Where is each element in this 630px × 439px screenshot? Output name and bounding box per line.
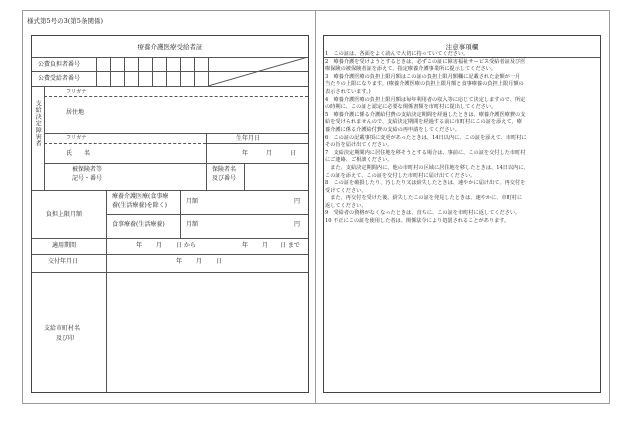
- birth-unit-year: 年: [242, 150, 249, 157]
- medical-label-line1: 療養介護医療(食事療: [112, 193, 169, 200]
- note-line: 1 この証は、各面をよく読んで大切に持っていてください。: [325, 51, 469, 57]
- medical-yen-label: 円: [294, 198, 301, 205]
- name-label: 氏 名: [66, 150, 91, 157]
- meal-label: 食事療養(生活療養): [112, 221, 165, 228]
- issue-unit-day: 日: [216, 258, 223, 265]
- certificate-table: [31, 35, 309, 393]
- insurer-name-label-line1: 保険者名: [212, 166, 237, 173]
- notes-list: [325, 51, 603, 226]
- note-line: 10 不正にこの証を使用した者は、関係法令により処罰されることがあります。: [325, 218, 510, 225]
- insured-label-line1: 被保険者等: [72, 166, 103, 173]
- issue-unit-month: 月: [196, 258, 203, 265]
- period-start-year: 年: [136, 242, 143, 249]
- meal-yen-label: 円: [294, 221, 301, 228]
- furigana-label: フリガナ: [66, 89, 87, 95]
- meal-monthly-label: 月額: [186, 221, 199, 228]
- period-start-month: 月: [156, 242, 163, 249]
- insurer-number-label: 公費負担者番号: [38, 61, 81, 68]
- note-line: 7 支給決定期間内に居住地を移そうとする場合は、事前に、この証を交付した市町村: [325, 149, 526, 156]
- note-line: にご連絡、ご相談ください。: [325, 157, 393, 164]
- note-line: 給を受けられませんので、支給決定期間を経過する前に市町村にこの証を添えて、療: [325, 119, 522, 126]
- birth-label: 生年月日: [236, 135, 261, 142]
- note-line: また、再交付を受けた後、紛失したこの証を発見したときは、速やかに、市町村に: [325, 195, 523, 202]
- notes-title: 注意事項欄: [445, 43, 479, 51]
- issue-label: 交付年月日: [48, 258, 79, 265]
- period-label: 適用期間: [52, 242, 77, 249]
- birth-unit-day: 日: [290, 150, 297, 157]
- note-line: 療保険の被保険者証を添えて、指定療養介護事業所に提示してください。: [325, 66, 497, 73]
- municipality-label-line2: 及び印: [56, 335, 75, 342]
- limit-label: 負担上限月額: [46, 211, 83, 218]
- insurer-name-label-line2: 及び番号: [212, 175, 237, 182]
- note-line: 表示されています。): [325, 88, 371, 95]
- fold-line: [315, 11, 316, 403]
- note-line: 受けてください。: [325, 187, 367, 194]
- period-end-month: 月: [262, 242, 269, 249]
- medical-monthly-label: 月額: [186, 198, 199, 205]
- insured-label-line2: 記号・番号: [72, 175, 103, 182]
- certificate-title: 療養介護医療受給者証: [137, 43, 203, 51]
- form-sheet: [22, 10, 610, 404]
- furigana-label-2: フリガナ: [66, 135, 87, 141]
- issue-unit-year: 年: [176, 258, 183, 265]
- note-line: 8 この証を破損したり、汚したり又は紛失したときは、速やかに届け出て、再交付を: [325, 180, 526, 187]
- note-line: 3 療養介護医療の負担上限月額はこの証の負担上限月額欄に記載された金額が一月: [325, 73, 521, 80]
- address-label: 居住地: [66, 109, 85, 116]
- form-number: 様式第5号の3(第5条関係): [27, 17, 103, 25]
- note-line: 養介護に係る介護給付費の支給の再申請をしてください。: [325, 126, 460, 133]
- note-line: 5 療養介護に係る介護給付費の支給決定期間を経過したときは、療養介護医療費の支: [325, 111, 526, 118]
- recipient-label: 支給決定障害者: [34, 100, 42, 147]
- note-line: の時期に、この証と認定に必要な関係書類を市町村に提出してください。: [325, 104, 497, 111]
- note-line: 2 療養介護を受けようとするときは、必ずこの証に障害福祉サービス受給者証及び医: [325, 58, 526, 65]
- note-line: 4 療養介護医療の負担上限月額は毎年利用者の収入等に応じて決定しますので、所定: [325, 96, 526, 103]
- note-line: 返してください。: [325, 202, 367, 209]
- number-cross-out: [208, 57, 308, 86]
- period-start-day: 日 から: [176, 242, 196, 249]
- recipient-number-label: 公費受給者番号: [38, 75, 81, 82]
- note-line: また、支給決定期間内に、他の市町村の区域に居住地を移したときは、14日以内に、: [325, 164, 529, 171]
- municipality-label-line1: 支給市町村名: [44, 325, 81, 332]
- note-line: 当たりの上限になります。(療養介護医療の負担上限月額と食事療養の負担上限月額の: [325, 81, 524, 88]
- note-line: 9 受給者の資格がなくなったときは、直ちに、この証を市町村に返してください。: [325, 210, 521, 217]
- note-line: その旨を届け出てください。: [325, 142, 393, 149]
- note-line: この証を添えて、この証を交付した市町村に届け出てください。: [325, 172, 476, 179]
- medical-label-line2: 養(生活療養)を除く): [112, 202, 168, 209]
- period-end-day: 日 まで: [280, 242, 300, 249]
- period-end-year: 年: [242, 242, 249, 249]
- birth-unit-month: 月: [266, 150, 273, 157]
- note-line: 6 この証の記載事項に変更があったときは、14日以内に、この証を添えて、市町村に: [325, 134, 527, 141]
